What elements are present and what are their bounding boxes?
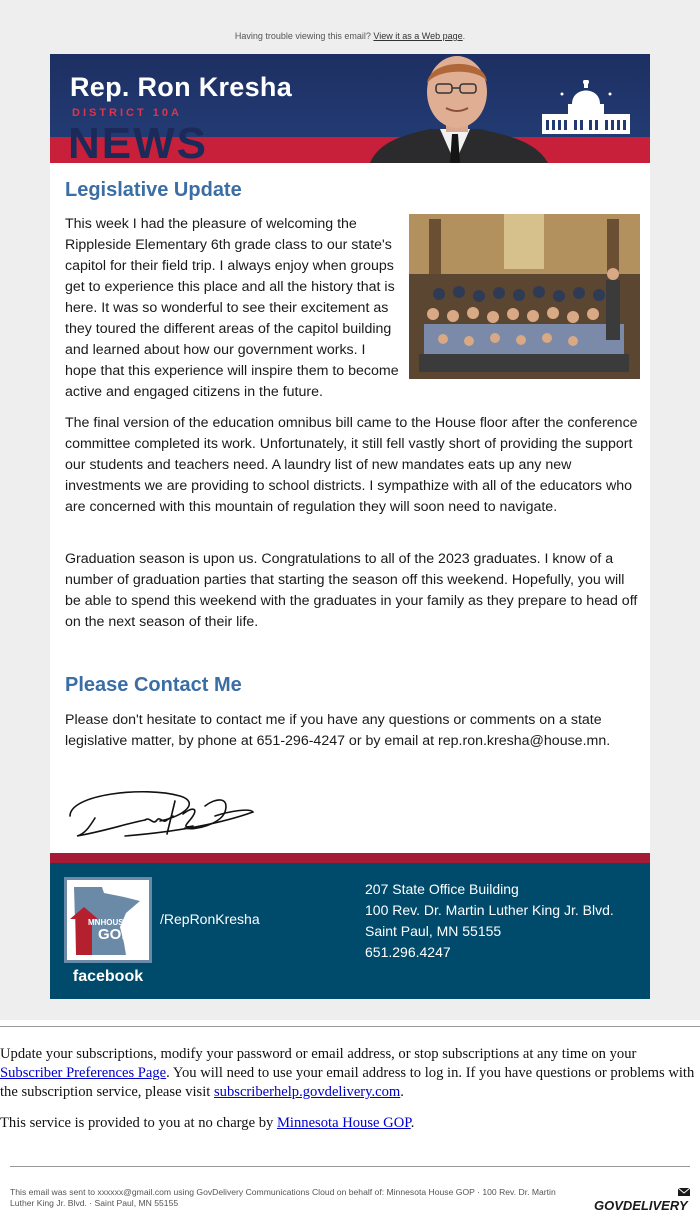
- subscriber-help-link[interactable]: subscriberhelp.govdelivery.com: [214, 1084, 401, 1100]
- phone-number: 651.296.4247: [365, 944, 451, 960]
- preheader: Having trouble viewing this email? View it as a Web page.: [234, 31, 466, 41]
- capitol-icon: [540, 80, 632, 134]
- divider: [0, 1026, 700, 1027]
- paragraph-text: This week I had the pleasure of welcoming the Rippleside Elementary 6th grade class to our state's capitol for their field trip. I always enjoy when groups get to experience this place and all the history that is here. It was so wonderful to see their excitement as they toured the different areas of the capitol building and learned about how our government works. I hope that this experience will inspire them to become active and engaged citizens in the future.: [65, 216, 399, 400]
- email-card: [50, 54, 650, 854]
- subscription-notice: Update your subscriptions, modify your password or email address, or stop subscriptions at any time on your Subscriber Preferences Page. You will need to use your email address to log in. If you have questions or problems with the subscription service, please visit subscriberhelp.govdelivery.com.: [0, 1046, 695, 1100]
- banner-news: NEWS: [68, 119, 208, 163]
- contact-paragraph: Please don't hesitate to contact me if you have any questions or comments on a state legislative matter, by phone at 651-296-4247 or by email at rep.ron.kresha@house.mn.: [65, 712, 611, 749]
- paragraph-education-bill: The final version of the education omnibus bill came to the House floor after the conference committee completed its work. Unfortunately, it still fell vastly short of providing the support our students and teachers need. A laundry list of new mandates eats up any new investments we are providing to school districts. I sympathize with all of the educators who are concerned with this mountain of regulation they will soon need to navigate.: [65, 415, 638, 515]
- facebook-handle[interactable]: /RepRonKresha: [160, 911, 260, 927]
- office-address: [365, 879, 614, 963]
- paragraph-field-trip: [65, 214, 640, 403]
- subscriber-preferences-link[interactable]: Subscriber Preferences Page: [0, 1065, 167, 1081]
- email-footnote: This email was sent to xxxxxx@gmail.com using GovDelivery Communications Cloud on behalf of: Minnesota House GOP · 100 Rev. Dr. Martin Luther King Jr. Blvd. · Saint Paul, MN 55155: [10, 1187, 556, 1208]
- service-notice: This service is provided to you at no charge by Minnesota House GOP.: [0, 1115, 415, 1131]
- divider: [10, 1166, 690, 1167]
- svg-text:GOVDELIVERY: GOVDELIVERY: [594, 1198, 688, 1213]
- facebook-label: facebook: [72, 968, 144, 985]
- contact-heading: Please Contact Me: [65, 674, 242, 696]
- minnesota-house-gop-link[interactable]: Minnesota House GOP: [276, 1115, 411, 1131]
- district-label: DISTRICT 10A: [72, 107, 182, 119]
- address-line: 100 Rev. Dr. Martin Luther King Jr. Blvd.: [365, 902, 614, 918]
- preheader-text: Having trouble viewing this email?: [234, 31, 371, 41]
- header-banner: [50, 54, 650, 163]
- govdelivery-logo[interactable]: [594, 1188, 694, 1214]
- view-web-page-link[interactable]: View it as a Web page: [373, 31, 463, 41]
- footer-top-stripe: [50, 853, 650, 863]
- legislative-update-heading: Legislative Update: [65, 179, 242, 201]
- rep-name: Rep. Ron Kresha: [70, 72, 293, 102]
- address-line: Saint Paul, MN 55155: [365, 923, 502, 939]
- svg-text:MNHOUSE: MNHOUSE: [88, 918, 129, 927]
- rep-portrait-image: [360, 54, 550, 163]
- address-line: 207 State Office Building: [365, 881, 519, 897]
- signature-image: [65, 776, 255, 841]
- paragraph-graduation: Graduation season is upon us. Congratulations to all of the 2023 graduates. I know of a number of graduation parties that starting the season off this weekend. Hopefully, you will be able to spend this weekend with the graduates in your family as they prepare to head off on the next season of their life.: [65, 551, 638, 630]
- footer-band: [50, 853, 650, 999]
- svg-text:GOP: GOP: [98, 926, 132, 943]
- class-photo-image: [409, 214, 640, 379]
- mnhouse-gop-facebook-logo[interactable]: [64, 877, 152, 987]
